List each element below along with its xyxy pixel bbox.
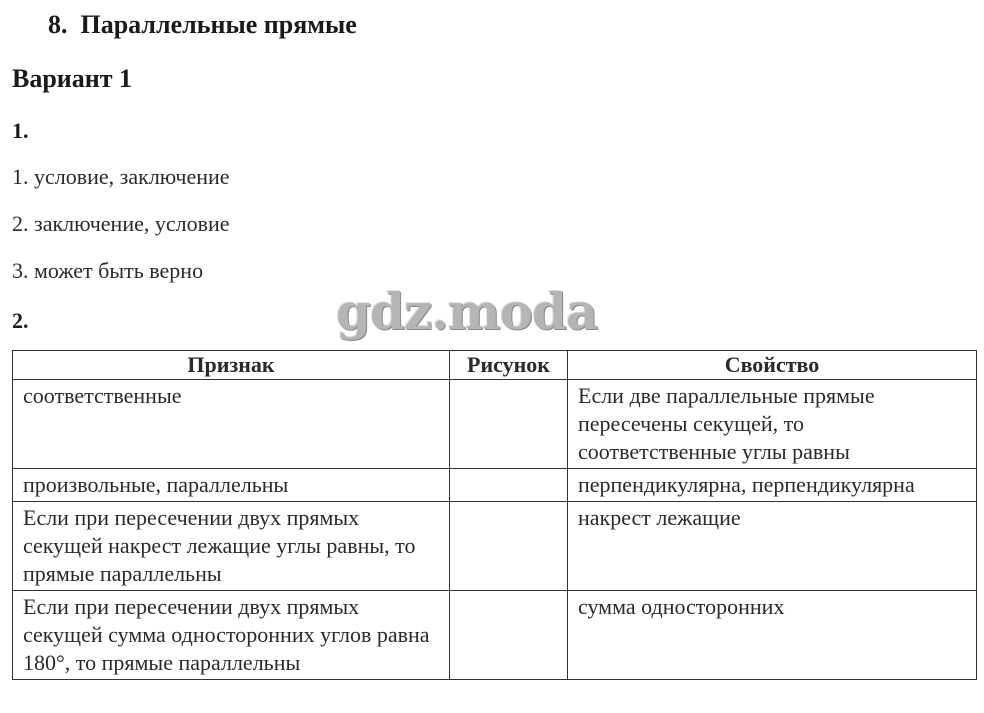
table-row — [13, 469, 977, 502]
chapter-title: Параллельные прямые — [80, 10, 357, 39]
column-header-property: Свойство — [568, 351, 977, 380]
table-cell-figure — [450, 380, 568, 469]
table-cell-property: накрест лежащие — [568, 502, 977, 591]
chapter-number: 8. — [48, 10, 68, 39]
task-1-answer-1: 1. условие, заключение — [12, 164, 230, 189]
table-cell-figure — [450, 502, 568, 591]
table-header-row — [13, 351, 977, 380]
table-cell-sign: соответственные — [13, 380, 450, 469]
task-1-answer-2: 2. заключение, условие — [12, 211, 230, 236]
table-cell-sign: Если при пересечении двух прямых секущей накрест лежащие углы равны, то прямые параллельны — [13, 502, 450, 591]
table-cell-property: Если две параллельные прямые пересечены секущей, то соответственные углы равны — [568, 380, 977, 469]
variant-heading: Вариант 1 — [12, 64, 133, 93]
table-row — [13, 380, 977, 469]
task-1-number: 1. — [12, 118, 29, 143]
table-row — [13, 502, 977, 591]
chapter-heading — [48, 10, 357, 40]
task-1-answer-3: 3. может быть верно — [12, 258, 204, 283]
task-2-number: 2. — [12, 308, 29, 333]
table-cell-sign: Если при пересечении двух прямых секущей сумма односторонних углов равна 180°, то прямые параллельны — [13, 591, 450, 680]
watermark-logo: gdz.moda — [336, 282, 598, 341]
column-header-figure: Рисунок — [450, 351, 568, 380]
column-header-sign: Признак — [13, 351, 450, 380]
table-cell-property: перпендикулярна, перпендикулярна — [568, 469, 977, 502]
table-cell-figure — [450, 591, 568, 680]
table-cell-sign: произвольные, параллельны — [13, 469, 450, 502]
answers-table — [12, 350, 977, 680]
table-row — [13, 591, 977, 680]
table-cell-property: сумма односторонних — [568, 591, 977, 680]
table-cell-figure — [450, 469, 568, 502]
